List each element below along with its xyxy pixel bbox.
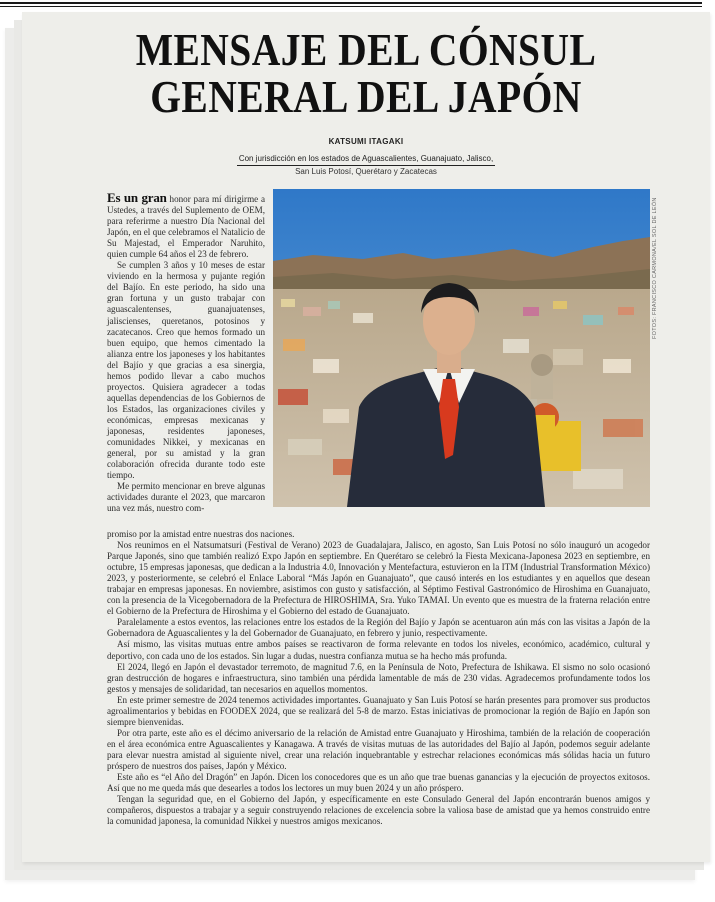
author-jurisdiction-cont: San Luis Potosí, Querétaro y Zacatecas (295, 167, 437, 176)
article-paragraph: Se cumplen 3 años y 10 meses de estar viviendo en la hermosa y pujante región del Bajío. En este periodo, ha sido una gran fortuna y un gusto trabajar con aguascalentenses, guanajuatenses, jaliscienses, queretanos, potosinos y zacatecanos. Creo que hemos formado un buen equipo, que hemos cimentado la alianza entre los japoneses y los habitantes del Bajío y que gracias a esa sinergia, hemos podido llevar a cabo muchos proyectos. Quisiera agradecer a todas aquellas dependencias de los Gobiernos de los Estados, las organizaciones civiles y económicas, empresas mexicanas y japonesas, residentes japoneses, comunidades Nikkei, y mexicanas en general, por su amistad y la gran colaboración ofrecida durante todo este tiempo. (107, 260, 265, 481)
paragraph-text: honor para mí dirigirme a Ustedes, a través del Suplemento de OEM, para referirme a nuestro Día Nacional del Japón, en el que celebramos el Natalicio de Su Majestad, el Emperador Naruhito, quien cumple 64 años el 23 de febrero. (107, 194, 265, 260)
article-paragraph: El 2024, llegó en Japón el devastador terremoto, de magnitud 7.6, en la Península de Noto, Prefectura de Ishikawa. El sismo no solo ocasionó gran destrucción de hogares e infraestructura, sino también una pérdida lamentable de más de 230 vidas. Agradecemos profundamente todos los gestos y mensajes de solidaridad, tan necesarios en aquellos momentos. (107, 661, 650, 694)
top-rule (0, 2, 702, 4)
headline-line-2: GENERAL DEL JAPÓN (150, 71, 582, 122)
article-paragraph: Paralelamente a estos eventos, las relaciones entre los estados de la Región del Bajío y Japón se acentuaron aún más con las visitas a Japón de la Gobernadora de Aguascalientes y la del Gobernador de Guanajuato, en febrero y junio, respectivamente. (107, 617, 650, 639)
article-full-width (107, 529, 650, 827)
consul-photo (273, 189, 650, 507)
article-paragraph (107, 192, 265, 260)
author-name: KATSUMI ITAGAKI (328, 137, 404, 146)
article-paragraph: En este primer semestre de 2024 tenemos actividades importantes. Guanajuato y San Luis Potosí se harán presentes para promover sus productos agroalimentarios y bebidas en FOODEX 2024, que se realizará del 5-8 de marzo. Estas iniciativas de promocionar la región de Bajío en Japón son siempre bienvenidas. (107, 694, 650, 727)
headline-line-1: MENSAJE DEL CÓNSUL (135, 24, 597, 75)
article-paragraph: Así mismo, las visitas mutuas entre ambos países se reactivaron de forma relevante en todos los niveles, económico, académico, cultural y deportivo, con cada uno de los estados. Sin lugar a dudas, nuestra confianza mutua se ha hecho más profunda. (107, 639, 650, 661)
article-paragraph: Me permito mencionar en breve algunas actividades durante el 2023, que marcaron una vez más, nuestro com- (107, 481, 265, 514)
top-rule-thin (0, 6, 702, 7)
church-dome (531, 354, 553, 399)
page-title (70, 26, 662, 120)
article-paragraph: Por otra parte, este año es el décimo aniversario de la relación de Amistad entre Guanajuato y Hiroshima, también de la relación de cooperación en el área económica entre Aguascalientes y Kanagawa. A través de visitas mutuas de las autoridades del Bajío al Japón, podemos seguir adelante para elevar nuestra amistad al siguiente nivel, crear una relación inquebrantable y estrechar relaciones económicas más sólidas hacia un futuro próspero de nuestros dos países, Japón y México. (107, 727, 650, 771)
article-paragraph: Nos reunimos en el Natsumatsuri (Festival de Verano) 2023 de Guadalajara, Jalisco, en agosto, San Luis Potosí no sólo inauguró un acogedor Parque Japonés, sino que también realizó Expo Japón en septiembre. En Querétaro se celebró la Fiesta Mexicana-Japonesa 2023 en septiembre, en octubre, 15 empresas japonesas, que dedican a la Industria 4.0, Innovación y Mentefactura, estuvieron en la ITM (Industrial Transformation México) 2023, y posteriormente, se celebró el Enlace Laboral “Más Japón en Guanajuato”, que causó interés en los estudiantes y en aquellos que desean trabajar en empresas japonesas. En noviembre, asistimos con gusto y satisfacción, al Séptimo Festival Gastronómico de Hiroshima en Guanajuato, con la presencia de la Vicegobernadora de la Prefectura de HIROSHIMA, Sra. Yuko TAMAI. Un evento que es muestra de la fraterna relación entre el Gobierno de la Prefectura de Hiroshima y el Gobierno del estado de Guanajuato. (107, 540, 650, 617)
photo-credit: FOTOS: FRANCISCO CARMONA/EL SOL DE LEÓN (652, 197, 658, 339)
article-paragraph: Este año es “el Año del Dragón” en Japón. Dicen los conocedores que es un año que trae buenas ganancias y la ejecución de proyectos exitosos. Así que no me queda más que desearles a todos los lectores un muy buen 2024 y un año próspero. (107, 772, 650, 794)
article-paragraph: Tengan la seguridad que, en el Gobierno del Japón, y específicamente en este Consulado General del Japón encontrarán buenos amigos y compañeros, dispuestos a trabajar y a seguir construyendo relaciones de excelencia sobre la valiosa base de amistad que ya hemos construido entre la comunidad japonesa, la comunidad Nikkei y nuestros amigos mexicanos. (107, 794, 650, 827)
author-jurisdiction: Con jurisdicción en los estados de Aguascalientes, Guanajuato, Jalisco, (237, 153, 495, 166)
byline (22, 136, 710, 178)
article-left-column (107, 192, 265, 514)
lead-in: Es un gran (107, 190, 167, 205)
article-paragraph: promiso por la amistad entre nuestras dos naciones. (107, 529, 295, 539)
